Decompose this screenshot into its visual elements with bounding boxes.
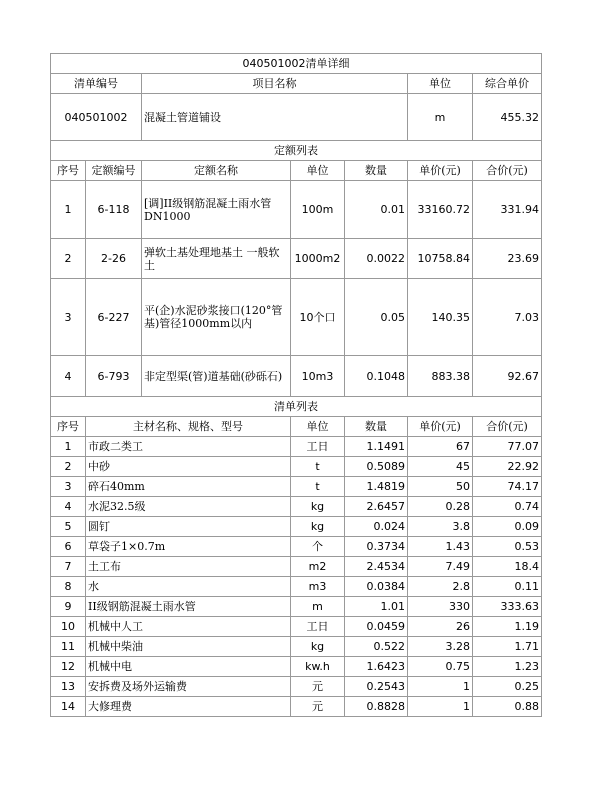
material-qty: 0.3734 — [345, 537, 408, 557]
quota-no: 1 — [51, 181, 86, 239]
quota-unit: 100m — [291, 181, 345, 239]
material-no: 5 — [51, 517, 86, 537]
quota-col-price: 单价(元) — [408, 161, 473, 181]
material-col-qty: 数量 — [345, 417, 408, 437]
material-name: 市政二类工 — [86, 437, 291, 457]
material-col-price: 单价(元) — [408, 417, 473, 437]
material-row — [51, 697, 542, 717]
material-row — [51, 577, 542, 597]
material-no: 4 — [51, 497, 86, 517]
item-price: 455.32 — [473, 94, 542, 141]
material-header-row — [51, 417, 542, 437]
material-row — [51, 597, 542, 617]
material-col-unit: 单位 — [291, 417, 345, 437]
material-row — [51, 617, 542, 637]
material-no: 12 — [51, 657, 86, 677]
material-price: 0.75 — [408, 657, 473, 677]
material-price: 45 — [408, 457, 473, 477]
material-name: 圆钉 — [86, 517, 291, 537]
quota-row — [51, 181, 542, 239]
material-unit: m — [291, 597, 345, 617]
material-section-title: 清单列表 — [51, 397, 542, 417]
quota-header-row — [51, 161, 542, 181]
material-price: 50 — [408, 477, 473, 497]
material-total: 18.4 — [473, 557, 542, 577]
material-row — [51, 497, 542, 517]
quota-qty: 0.05 — [345, 279, 408, 356]
material-price: 2.8 — [408, 577, 473, 597]
material-rows — [51, 437, 542, 717]
material-qty: 0.0459 — [345, 617, 408, 637]
quota-qty: 0.1048 — [345, 356, 408, 397]
item-name: 混凝土管道铺设 — [142, 94, 408, 141]
material-total: 0.25 — [473, 677, 542, 697]
quota-price: 883.38 — [408, 356, 473, 397]
quota-col-qty: 数量 — [345, 161, 408, 181]
material-name: II级钢筋混凝土雨水管 — [86, 597, 291, 617]
material-row — [51, 537, 542, 557]
quota-col-total: 合价(元) — [473, 161, 542, 181]
quota-total: 331.94 — [473, 181, 542, 239]
quota-name: 平(企)水泥砂浆接口(120°管基)管径1000mm以内 — [142, 279, 291, 356]
material-price: 67 — [408, 437, 473, 457]
material-name: 大修理费 — [86, 697, 291, 717]
quota-code: 2-26 — [86, 239, 142, 279]
header-unit-label: 单位 — [408, 74, 473, 94]
table-title: 040501002清单详细 — [51, 54, 542, 74]
material-unit: 工日 — [291, 617, 345, 637]
material-row — [51, 637, 542, 657]
material-no: 2 — [51, 457, 86, 477]
quota-row — [51, 239, 542, 279]
quota-total: 92.67 — [473, 356, 542, 397]
material-name: 机械中人工 — [86, 617, 291, 637]
material-name: 安拆费及场外运输费 — [86, 677, 291, 697]
material-unit: kg — [291, 497, 345, 517]
material-price: 26 — [408, 617, 473, 637]
material-col-name: 主材名称、规格、型号 — [86, 417, 291, 437]
material-total: 77.07 — [473, 437, 542, 457]
material-total: 1.23 — [473, 657, 542, 677]
material-row — [51, 437, 542, 457]
material-total: 74.17 — [473, 477, 542, 497]
quota-total: 7.03 — [473, 279, 542, 356]
material-section-title-row — [51, 397, 542, 417]
material-unit: m2 — [291, 557, 345, 577]
material-price: 0.28 — [408, 497, 473, 517]
item-code: 040501002 — [51, 94, 142, 141]
quota-row — [51, 356, 542, 397]
quota-no: 4 — [51, 356, 86, 397]
quota-code: 6-118 — [86, 181, 142, 239]
material-unit: kw.h — [291, 657, 345, 677]
material-name: 草袋子1×0.7m — [86, 537, 291, 557]
title-row — [51, 54, 542, 74]
quota-col-unit: 单位 — [291, 161, 345, 181]
material-total: 1.71 — [473, 637, 542, 657]
quota-unit: 1000m2 — [291, 239, 345, 279]
material-unit: kg — [291, 517, 345, 537]
material-unit: t — [291, 477, 345, 497]
material-name: 碎石40mm — [86, 477, 291, 497]
material-unit: m3 — [291, 577, 345, 597]
quota-col-code: 定额编号 — [86, 161, 142, 181]
material-no: 14 — [51, 697, 86, 717]
material-col-total: 合价(元) — [473, 417, 542, 437]
material-unit: 元 — [291, 677, 345, 697]
material-qty: 1.6423 — [345, 657, 408, 677]
material-qty: 0.024 — [345, 517, 408, 537]
quota-unit: 10m3 — [291, 356, 345, 397]
material-no: 11 — [51, 637, 86, 657]
material-unit: 工日 — [291, 437, 345, 457]
quota-name: [调]II级钢筋混凝土雨水管DN1000 — [142, 181, 291, 239]
header-code-label: 清单编号 — [51, 74, 142, 94]
quota-total: 23.69 — [473, 239, 542, 279]
material-no: 7 — [51, 557, 86, 577]
material-price: 7.49 — [408, 557, 473, 577]
material-qty: 0.2543 — [345, 677, 408, 697]
detail-table — [50, 53, 542, 717]
material-col-no: 序号 — [51, 417, 86, 437]
material-row — [51, 557, 542, 577]
header-name-label: 项目名称 — [142, 74, 408, 94]
item-unit: m — [408, 94, 473, 141]
material-row — [51, 517, 542, 537]
material-unit: 元 — [291, 697, 345, 717]
material-no: 10 — [51, 617, 86, 637]
material-total: 0.88 — [473, 697, 542, 717]
material-row — [51, 657, 542, 677]
material-name: 水 — [86, 577, 291, 597]
material-price: 3.28 — [408, 637, 473, 657]
material-qty: 0.0384 — [345, 577, 408, 597]
material-price: 1 — [408, 697, 473, 717]
material-qty: 1.01 — [345, 597, 408, 617]
quota-name: 非定型渠(管)道基础(砂砾石) — [142, 356, 291, 397]
material-total: 22.92 — [473, 457, 542, 477]
material-name: 机械中电 — [86, 657, 291, 677]
quota-no: 2 — [51, 239, 86, 279]
material-unit: t — [291, 457, 345, 477]
material-no: 6 — [51, 537, 86, 557]
material-no: 13 — [51, 677, 86, 697]
quota-price: 10758.84 — [408, 239, 473, 279]
material-qty: 0.8828 — [345, 697, 408, 717]
quota-section-title-row — [51, 141, 542, 161]
material-total: 0.53 — [473, 537, 542, 557]
material-qty: 0.5089 — [345, 457, 408, 477]
material-total: 333.63 — [473, 597, 542, 617]
header-price-label: 综合单价 — [473, 74, 542, 94]
material-total: 1.19 — [473, 617, 542, 637]
material-row — [51, 457, 542, 477]
material-row — [51, 477, 542, 497]
material-name: 水泥32.5级 — [86, 497, 291, 517]
quota-name: 弹软土基处理地基土 一般软土 — [142, 239, 291, 279]
material-total: 0.74 — [473, 497, 542, 517]
quota-price: 33160.72 — [408, 181, 473, 239]
material-no: 3 — [51, 477, 86, 497]
material-row — [51, 677, 542, 697]
material-qty: 1.4819 — [345, 477, 408, 497]
quota-row — [51, 279, 542, 356]
material-price: 3.8 — [408, 517, 473, 537]
quota-qty: 0.01 — [345, 181, 408, 239]
material-qty: 0.522 — [345, 637, 408, 657]
material-price: 1.43 — [408, 537, 473, 557]
material-price: 330 — [408, 597, 473, 617]
material-no: 9 — [51, 597, 86, 617]
quota-section-title: 定额列表 — [51, 141, 542, 161]
quota-code: 6-793 — [86, 356, 142, 397]
item-row — [51, 94, 542, 141]
material-qty: 1.1491 — [345, 437, 408, 457]
quota-col-no: 序号 — [51, 161, 86, 181]
quota-price: 140.35 — [408, 279, 473, 356]
material-total: 0.11 — [473, 577, 542, 597]
material-name: 机械中柴油 — [86, 637, 291, 657]
material-qty: 2.6457 — [345, 497, 408, 517]
material-price: 1 — [408, 677, 473, 697]
material-name: 中砂 — [86, 457, 291, 477]
material-unit: 个 — [291, 537, 345, 557]
material-qty: 2.4534 — [345, 557, 408, 577]
material-no: 8 — [51, 577, 86, 597]
material-total: 0.09 — [473, 517, 542, 537]
quota-code: 6-227 — [86, 279, 142, 356]
quota-no: 3 — [51, 279, 86, 356]
material-no: 1 — [51, 437, 86, 457]
quota-col-name: 定额名称 — [142, 161, 291, 181]
quota-qty: 0.0022 — [345, 239, 408, 279]
header-row — [51, 74, 542, 94]
quota-unit: 10个口 — [291, 279, 345, 356]
material-name: 土工布 — [86, 557, 291, 577]
material-unit: kg — [291, 637, 345, 657]
